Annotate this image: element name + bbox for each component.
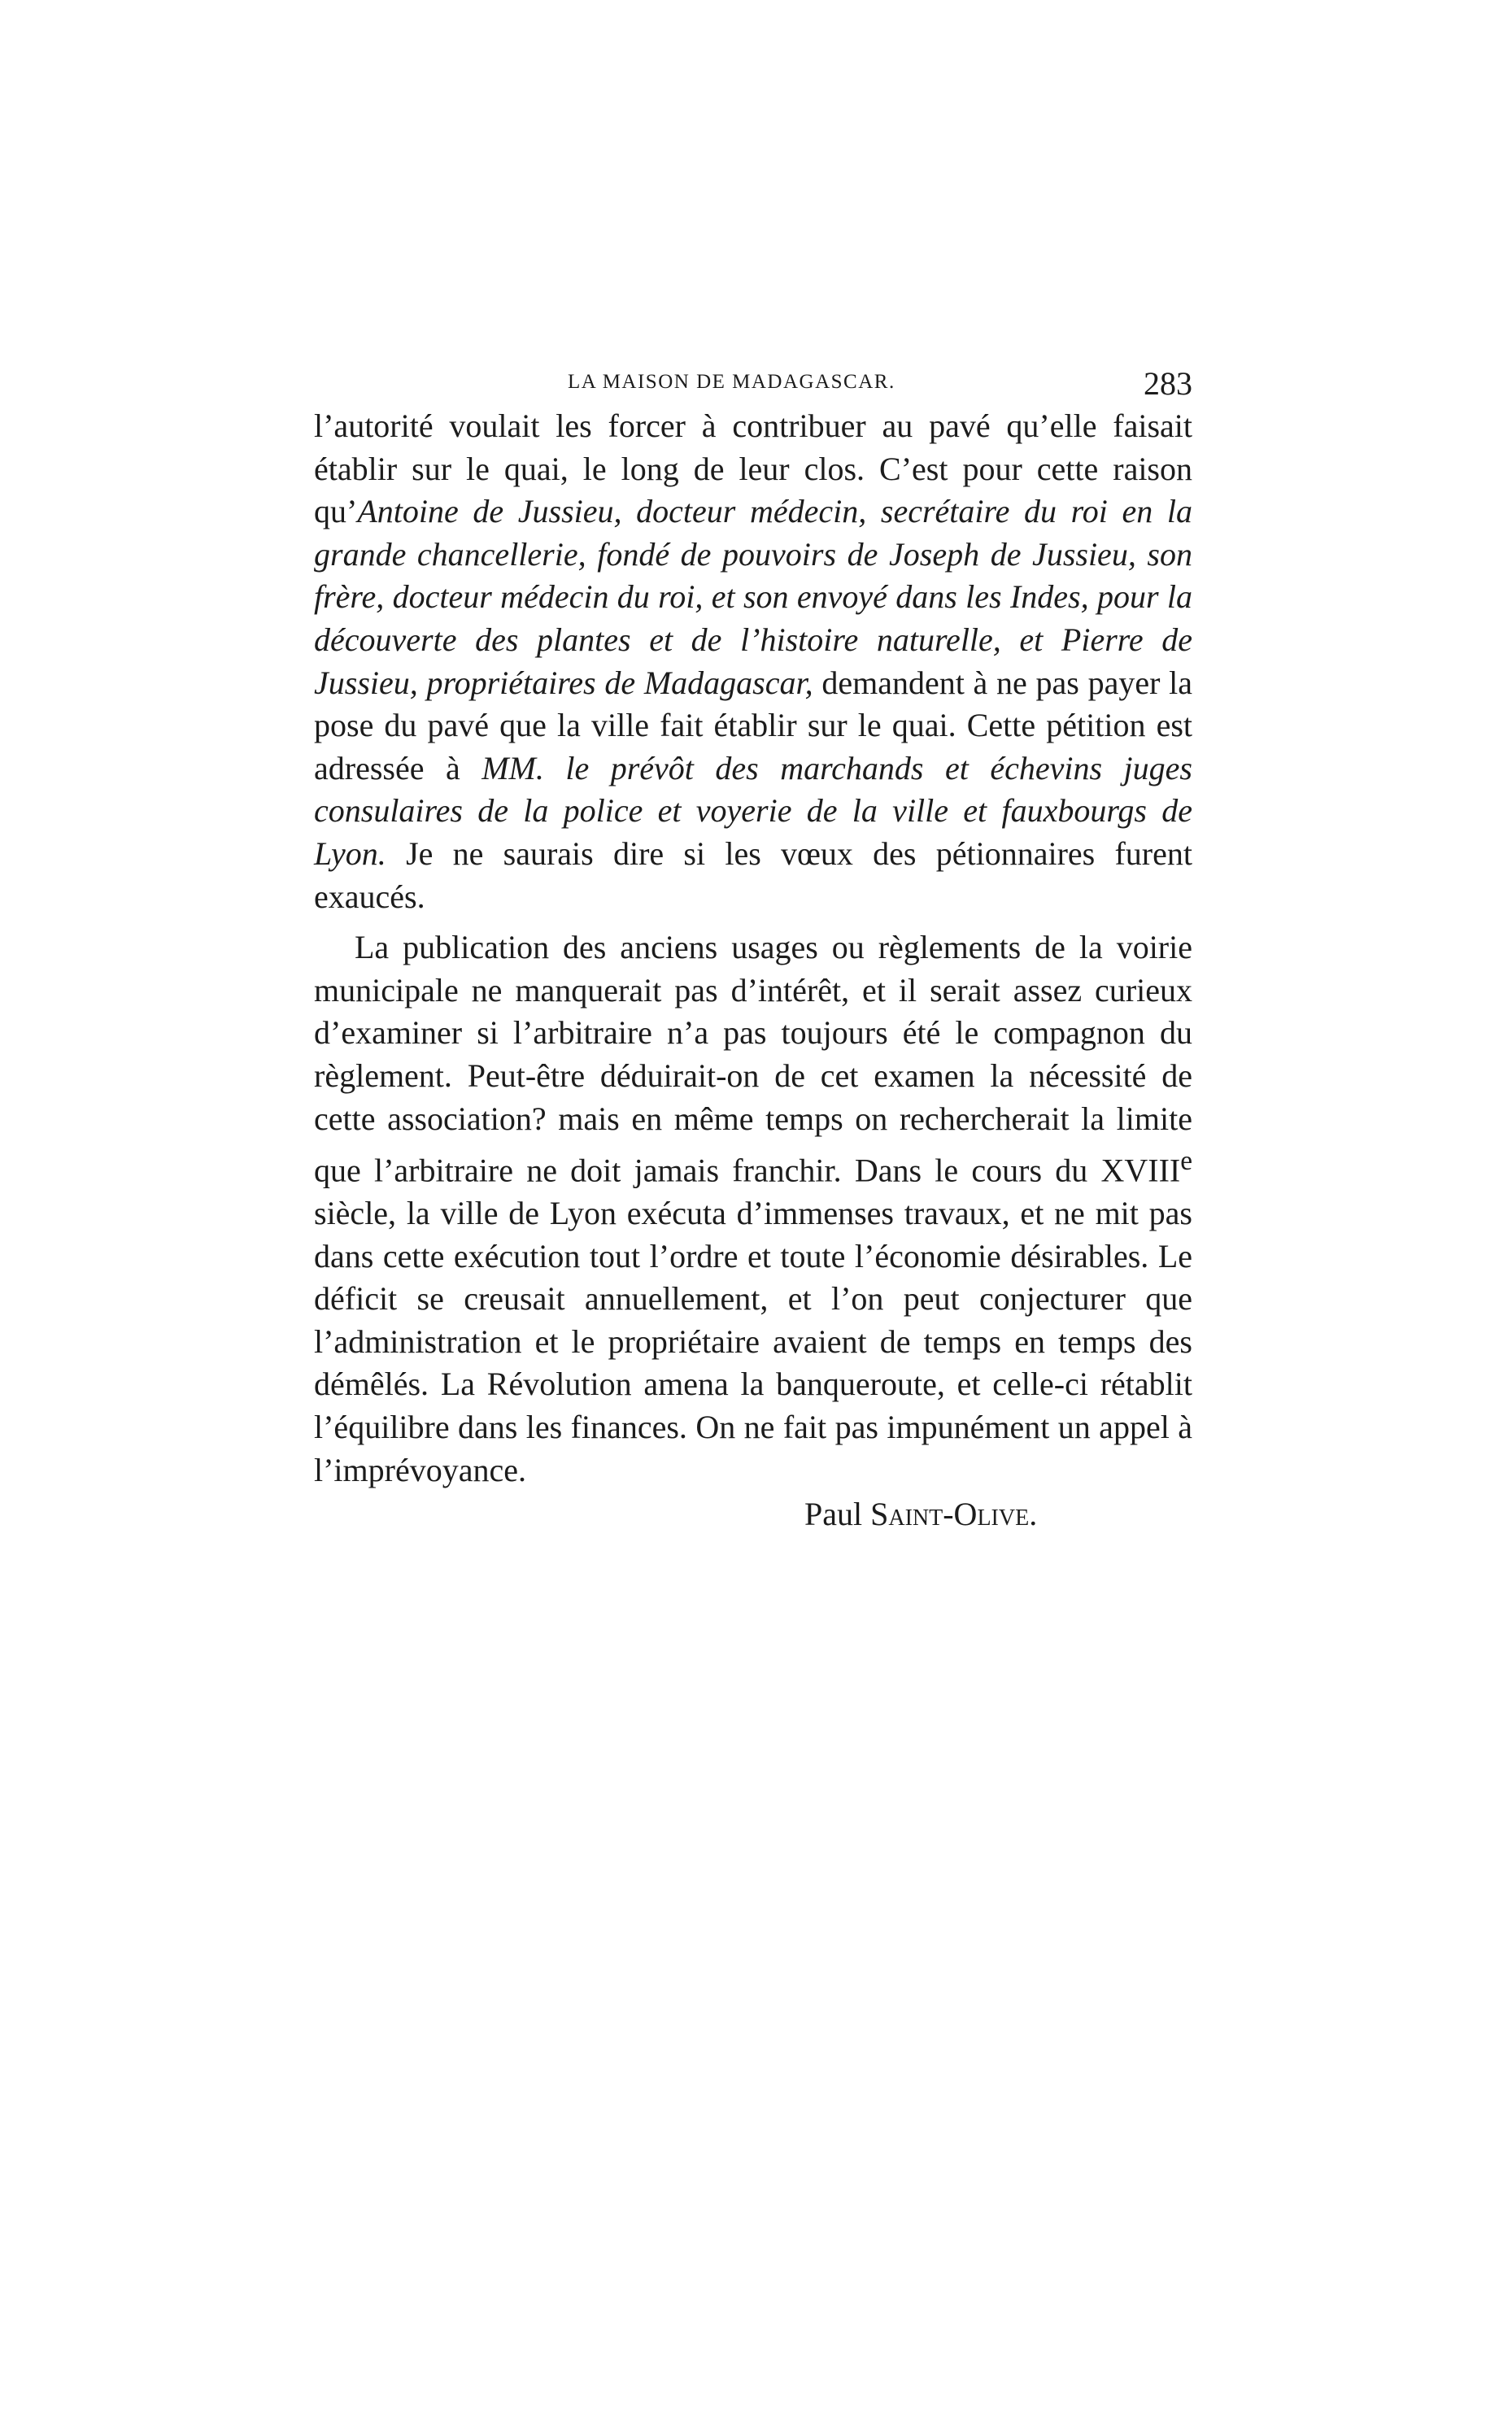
text-run: La publication des anciens usages ou règlements de la voirie municipale ne manquerait pas d’intérêt, et il serait assez curieux d’examiner si l’arbitraire n’a pas toujours été le compagnon du règlement. Peut-être déduirait-on de cet examen la nécessité de cette association? mais en même temps on rechercherait la limite que l’arbitraire ne doit jamais franchir. Dans le cours du XVIII bbox=[314, 929, 1192, 1189]
book-page bbox=[314, 364, 1192, 1536]
italic-run: Antoine de Jussieu, docteur médecin, secrétaire du roi en la grande chancellerie, fondé de pouvoirs de Joseph de Jussieu, son frère, docteur médecin du roi, et son envoyé dans les Indes, pour la découverte des plantes et de l’histoire naturelle, et Pierre de Jussieu, propriétaires de Madagascar, bbox=[314, 493, 1192, 701]
italic-run: MM. le prévôt des marchands et échevins juges consulaires de la police et voyerie de la ville et fauxbourgs de Lyon. bbox=[314, 749, 1192, 872]
running-head bbox=[314, 364, 1192, 405]
text-run: demandent à ne pas payer la pose du pavé que la ville fait établir sur le quai. Cette pétition est adressée à bbox=[314, 664, 1192, 786]
author-signature bbox=[804, 1493, 1192, 1536]
text-run: siècle, la ville de Lyon exécuta d’immenses travaux, et ne mit pas dans cette exécution tout l’ordre et toute l’économie désirables. Le déficit se creusait annuellement, et l’on peut conjecturer que l’administration et le propriétaire avaient de temps en temps des démêlés. La Révolution amena la banqueroute, et celle-ci rétablit l’équilibre dans les finances. On ne fait pas impunément un appel à l’imprévoyance. bbox=[314, 1195, 1192, 1488]
page-number: 283 bbox=[1144, 365, 1192, 402]
superscript: e bbox=[1180, 1146, 1192, 1177]
author-last-name: Saint-Olive. bbox=[870, 1496, 1038, 1533]
text-run: l’autorité voulait les forcer à contribuer au pavé qu’elle faisait établir sur le quai, le long de leur clos. C’est pour cette raison qu’ bbox=[314, 407, 1192, 530]
body-text bbox=[314, 405, 1192, 1492]
paragraph bbox=[314, 926, 1192, 1492]
paragraph-continued bbox=[314, 405, 1192, 918]
author-first-name: Paul bbox=[804, 1496, 863, 1533]
running-title: LA MAISON DE MADAGASCAR. bbox=[568, 371, 895, 393]
text-run: Je ne saurais dire si les vœux des pétionnaires furent exaucés. bbox=[314, 834, 1192, 915]
